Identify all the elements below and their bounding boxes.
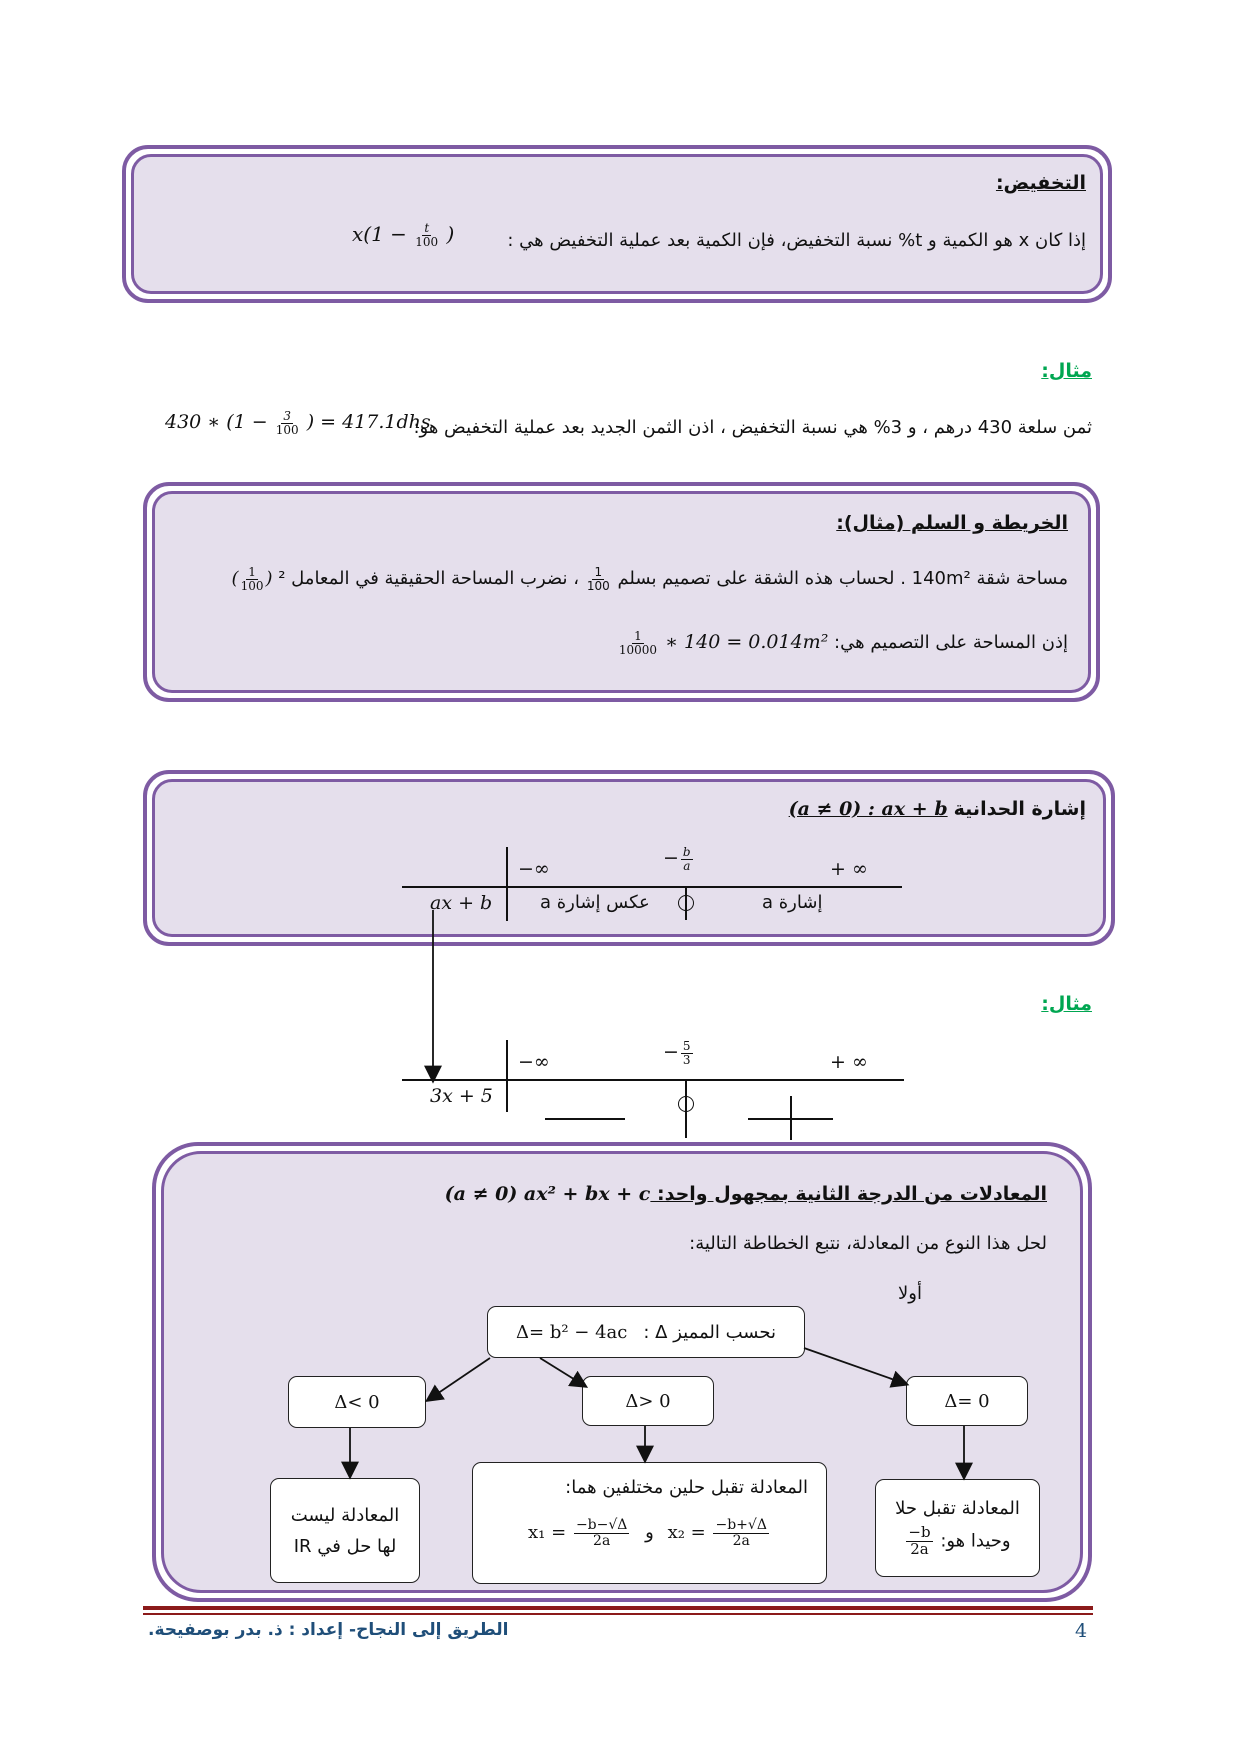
sign-left-value: عكس إشارة a <box>540 892 650 913</box>
sign-row-label: ax + b <box>430 892 493 914</box>
delta-positive-box: Δ> 0 <box>582 1376 714 1426</box>
example2-row-label: 3x + 5 <box>430 1085 493 1107</box>
sign-right-value: إشارة a <box>762 892 823 913</box>
footer-credit: الطريق إلى النجاح- إعداد : ذ. بدر بوصفيحة. <box>148 1620 509 1640</box>
quadratic-first: أولا <box>898 1283 922 1304</box>
two-solutions-box: المعادلة تقبل حلين مختلفين هما: x₁ = $\frac{-b-√\Delta}{2a}$ و x₂ = $\frac{-b+√\Delta}{2a}$ <box>472 1462 827 1584</box>
example1-text: ثمن سلعة 430 درهم ، و 3% هي نسبة التخفيض ، اذن الثمن الجديد بعد عملية التخفيض هو: <box>413 417 1092 438</box>
sign-minus-inf: −∞ <box>518 858 550 880</box>
sign-plus-inf: + ∞ <box>830 858 868 880</box>
reduction-title: التخفيض: <box>995 172 1086 194</box>
example2-label: مثال: <box>1041 993 1092 1015</box>
arrow-to-zero <box>804 1348 906 1384</box>
example2-minus-inf: −∞ <box>518 1051 550 1073</box>
sign-root: − $\frac{b}{a}$ <box>663 845 691 873</box>
example1-label: مثال: <box>1041 360 1092 382</box>
delta-negative-box: Δ< 0 <box>288 1376 426 1428</box>
one-solution-box: المعادلة تقبل حلا وحيدا هو: $\frac{-b}{2a}$ <box>875 1479 1040 1577</box>
arrow-to-positive <box>540 1358 585 1386</box>
map-scale-title: الخريطة و السلم (مثال): <box>836 512 1068 534</box>
example2-root: − $\frac{5}{3}$ <box>663 1039 691 1067</box>
delta-compute-box: Δ= b² − 4ac نحسب المميز Δ : <box>487 1306 805 1358</box>
no-solution-box: المعادلة ليست لها حل في IR <box>270 1478 420 1583</box>
example1-calc: 430 ∗ (1 − $\frac{3}{100}$ ) = 417.1dhs <box>165 409 431 437</box>
page-number: 4 <box>1075 1620 1088 1642</box>
arrow-to-negative <box>428 1358 490 1400</box>
example2-plus-inf: + ∞ <box>830 1051 868 1073</box>
quadratic-title: المعادلات من الدرجة الثانية بمجهول واحد: (a ≠ 0) ax² + bx + c <box>444 1183 1047 1205</box>
map-scale-line1: مساحة شقة 140m² . لحساب هذه الشقة على تصميم بسلم $\frac{1}{100}$ ، نضرب المساحة الحقيقية في المعامل ² ( $\frac{1}{100}$ ) <box>231 565 1068 593</box>
reduction-text: إذا كان x هو الكمية و t% نسبة التخفيض، فإن الكمية بعد عملية التخفيض هي : <box>507 230 1086 251</box>
quadratic-intro: لحل هذا النوع من المعادلة، نتبع الخطاطة التالية: <box>689 1233 1047 1254</box>
reduction-formula: x(1 − $\frac{t}{100}$ ) <box>352 221 455 249</box>
map-scale-line2: إذن المساحة على التصميم هي: $\frac{1}{10000}$ ∗ 140 = 0.014m² <box>618 629 1068 657</box>
delta-zero-box: Δ= 0 <box>906 1376 1028 1426</box>
footer-rule-thick <box>143 1606 1093 1610</box>
sign-title: إشارة الحدانية (a ≠ 0) : ax + b <box>788 798 1086 820</box>
footer-rule-thin <box>143 1613 1093 1615</box>
